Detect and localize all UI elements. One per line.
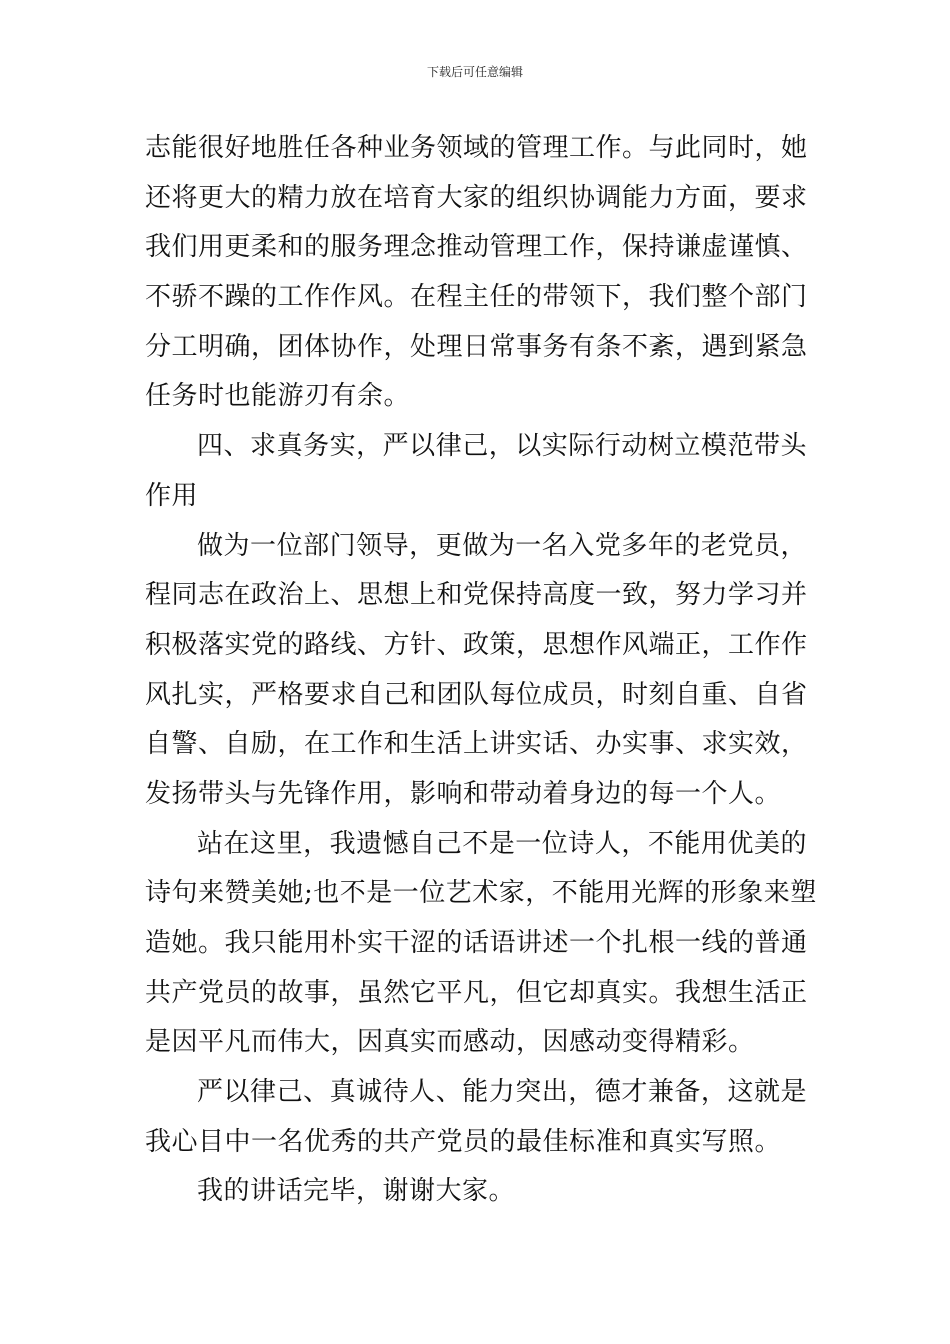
text-line: 我的讲话完毕，谢谢大家。 <box>197 1176 516 1207</box>
text-line: 造她。我只能用朴实干涩的话语讲述一个扎根一线的普通 <box>145 928 808 958</box>
text-line: 共产党员的故事，虽然它平凡，但它却真实。我想生活正 <box>145 977 808 1008</box>
text-line: 严以律己、真诚待人、能力突出，德才兼备，这就是 <box>197 1077 807 1108</box>
text-line: 发扬带头与先锋作用，影响和带动着身边的每一个人。 <box>145 778 782 809</box>
text-line: 四、求真务实，严以律己，以实际行动树立模范带头 <box>197 431 807 462</box>
text-line: 风扎实，严格要求自己和团队每位成员，时刻自重、自省 <box>145 679 808 710</box>
text-line: 诗句来赞美她;也不是一位艺术家，不能用光辉的形象来塑 <box>145 878 817 909</box>
text-line: 自警、自励，在工作和生活上讲实话、办实事、求实效， <box>145 729 808 760</box>
text-line: 作用 <box>145 480 199 511</box>
text-line: 站在这里，我遗憾自己不是一位诗人，不能用优美的 <box>197 828 807 859</box>
text-line: 做为一位部门领导，更做为一名入党多年的老党员， <box>197 530 807 561</box>
text-line: 是因平凡而伟大，因真实而感动，因感动变得精彩。 <box>145 1027 755 1058</box>
document-body <box>145 124 817 1217</box>
text-line: 不骄不躁的工作作风。在程主任的带领下，我们整个部门 <box>145 282 808 313</box>
text-line: 志能很好地胜任各种业务领域的管理工作。与此同时，她 <box>145 133 808 163</box>
text-line: 还将更大的精力放在培育大家的组织协调能力方面，要求 <box>145 182 808 213</box>
text-line: 任务时也能游刃有余。 <box>145 381 411 412</box>
text-line: 我们用更柔和的服务理念推动管理工作，保持谦虚谨慎、 <box>145 232 808 263</box>
text-line: 程同志在政治上、思想上和党保持高度一致，努力学习并 <box>145 580 808 611</box>
text-line: 我心目中一名优秀的共产党员的最佳标准和真实写照。 <box>145 1126 782 1157</box>
page-header: 下载后可任意编辑 <box>426 65 523 79</box>
text-line: 积极落实党的路线、方针、政策，思想作风端正，工作作 <box>145 629 808 660</box>
text-line: 分工明确，团体协作，处理日常事务有条不紊，遇到紧急 <box>145 331 808 362</box>
